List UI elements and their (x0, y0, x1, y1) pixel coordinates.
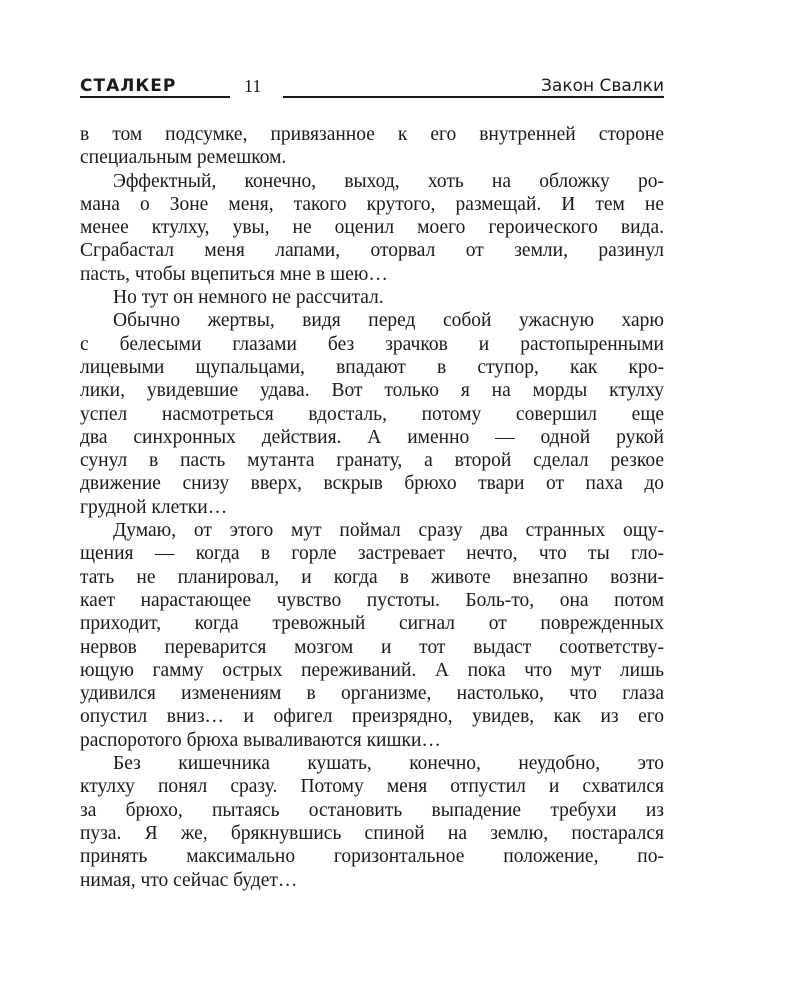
text-line: с белесыми глазами без зрачков и растопыренными (80, 333, 664, 355)
running-header (80, 70, 664, 100)
text-line: в том подсумке, привязанное к его внутренней стороне (80, 124, 664, 145)
text-line: нервов переварится мозгом и тот выдаст соответству- (80, 636, 664, 658)
text-line: мана о Зоне меня, такого крутого, размещай. И тем не (80, 193, 664, 215)
text-line: грудной клетки… (80, 496, 228, 518)
text-line: ющую гамму острых переживаний. А пока что мут лишь (80, 659, 664, 681)
book-title: Закон Свалки (541, 76, 664, 96)
text-line: движение снизу вверх, вскрыв брюхо твари от паха до (80, 473, 664, 495)
text-line: лицевыми щупальцами, впадают в ступор, как кро- (80, 356, 664, 378)
header-rule-right (283, 96, 664, 98)
text-line: распоротого брюха вываливаются кишки… (80, 729, 441, 751)
header-rule-left (80, 96, 230, 98)
text-line: опустил вниз… и офигел преизрядно, увидев, как из его (80, 706, 664, 728)
text-line: Но тут он немного не рассчитал. (113, 287, 384, 309)
text-line: приходит, когда тревожный сигнал от поврежденных (80, 613, 664, 635)
page-number: 11 (244, 76, 262, 96)
text-line: ктулху понял сразу. Потому меня отпустил и схватился (80, 776, 664, 798)
text-line: принять максимально горизонтальное положение, по- (80, 846, 664, 868)
text-line: Думаю, от этого мут поймал сразу два странных ощу- (113, 520, 664, 542)
text-line: Эффектный, конечно, выход, хоть на обложку ро- (113, 170, 664, 192)
text-line: успел насмотреться вдосталь, потому совершил еще (80, 403, 664, 425)
text-line: два синхронных действия. А именно — одной рукой (80, 426, 664, 448)
text-line: сунул в пасть мутанта гранату, а второй сделал резкое (80, 450, 664, 472)
text-line: пуза. Я же, брякнувшись спиной на землю, постарался (80, 822, 664, 844)
text-line: тать не планировал, и когда в животе внезапно возни- (80, 566, 664, 588)
text-line: Обычно жертвы, видя перед собой ужасную харю (113, 310, 664, 332)
text-line: за брюхо, пытаясь остановить выпадение требухи из (80, 799, 664, 821)
text-line: Без кишечника кушать, конечно, неудобно, это (113, 753, 664, 775)
text-line: Сграбастал меня лапами, оторвал от земли, разинул (80, 240, 664, 262)
text-line: нимая, что сейчас будет… (80, 869, 298, 891)
text-line: удивился изменениям в организме, настолько, что глаза (80, 683, 664, 705)
body-text (80, 123, 664, 892)
series-title: СТАЛКЕР (80, 76, 177, 96)
text-line: специальным ремешком. (80, 147, 287, 169)
text-line: кает нарастающее чувство пустоты. Боль-то, она потом (80, 589, 664, 611)
book-page (80, 70, 664, 950)
text-line: пасть, чтобы вцепиться мне в шею… (80, 263, 388, 285)
text-line: лики, увидевшие удава. Вот только я на морды ктулху (80, 380, 664, 402)
text-line: щения — когда в горле застревает нечто, что ты гло- (80, 543, 664, 565)
text-line: менее ктулху, увы, не оценил моего героического вида. (80, 217, 664, 239)
